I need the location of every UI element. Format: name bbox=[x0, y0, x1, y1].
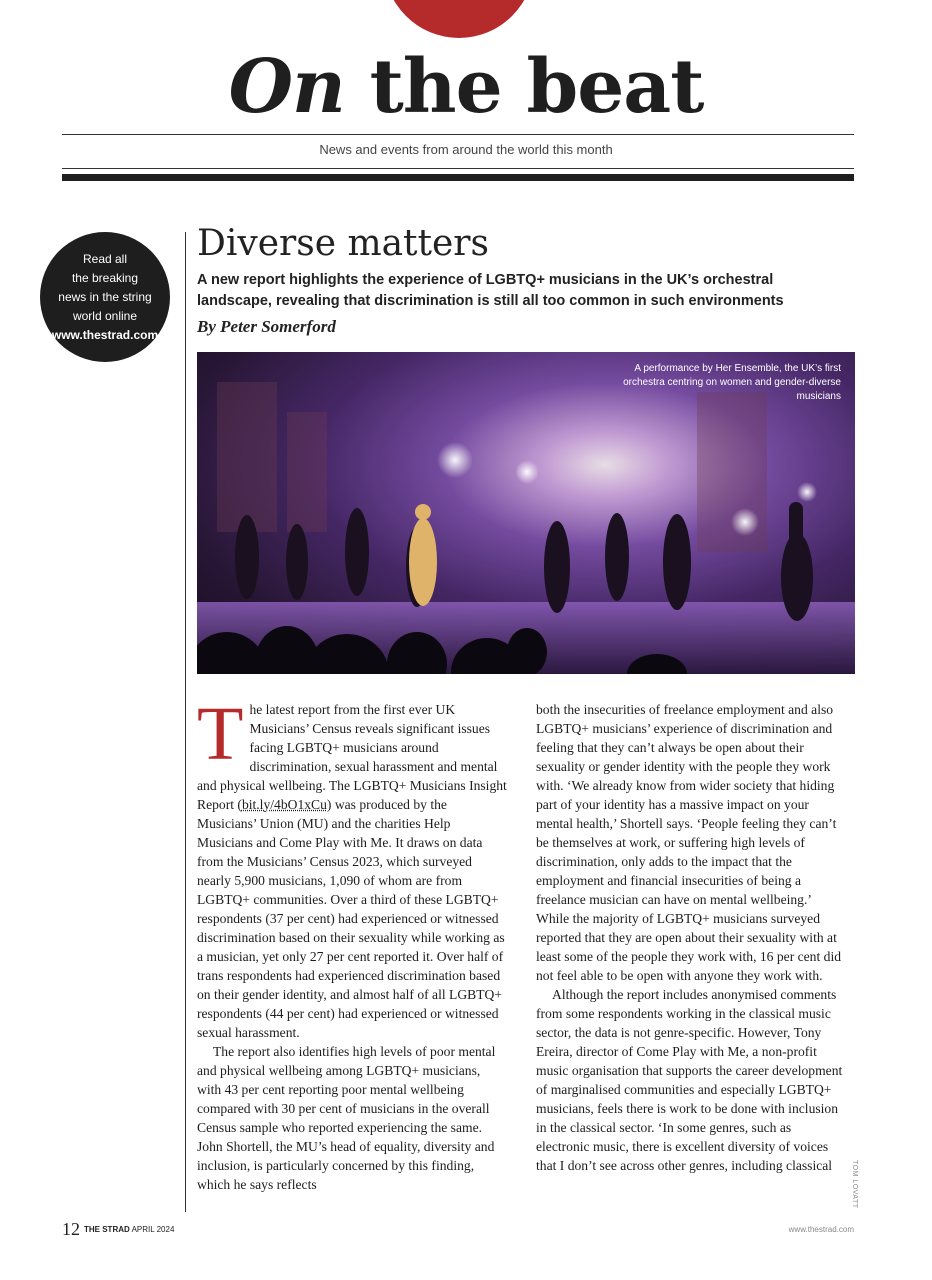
article-column-2 bbox=[536, 700, 846, 1175]
article-paragraph: The report also identifies high levels of poor mental and physical wellbeing among LGBTQ+ musicians, with 43 per cent reporting poor mental wellbeing compared with 30 per cent of musicians in the overall Census sample who reported experiencing the same. John Shortell, the MU’s head of equality, diversity and inclusion, is particularly concerned by this finding, which he says reflects bbox=[197, 1044, 496, 1192]
report-link[interactable]: bit.ly/4bO1xCu bbox=[241, 797, 327, 812]
paragraph-text: ) was produced by the Musicians’ Union (MU) and the charities Help Musicians and Come Play with Me. It draws on data from the Musicians’ Census 2023, which surveyed nearly 5,900 musicians, 1,090 of whom are from LGBTQ+ communities. Over a third of these LGBTQ+ respondents (37 per cent) had experienced or witnessed discrimination based on their sexuality while working as a musician, yet only 27 per cent reported it. Over half of trans respondents had experienced discrimination based on their gender identity, and almost half of all LGBTQ+ respondents (44 per cent) had experienced or witnessed sexual harassment. bbox=[197, 797, 505, 1040]
masthead-italic-word: On bbox=[228, 44, 345, 130]
masthead-rule-top bbox=[62, 134, 854, 135]
masthead-red-circle bbox=[384, 0, 534, 38]
footer-magazine bbox=[84, 1225, 174, 1234]
masthead-rule-thick bbox=[62, 174, 854, 181]
concert-photo bbox=[197, 352, 855, 674]
article-paragraph bbox=[197, 692, 507, 1042]
drop-cap: T bbox=[197, 692, 244, 776]
issue-date: APRIL 2024 bbox=[129, 1225, 175, 1234]
badge-line: the breaking bbox=[71, 270, 139, 285]
badge-line: news in the string bbox=[58, 289, 152, 304]
photo-caption: A performance by Her Ensemble, the UK’s first orchestra centring on women and gender-diverse musicians bbox=[623, 363, 841, 402]
article-column-1 bbox=[197, 692, 507, 1194]
masthead-tagline: News and events from around the world this month bbox=[319, 142, 613, 157]
page-number: 12 bbox=[62, 1219, 80, 1239]
article-headline: Diverse matters bbox=[197, 223, 489, 264]
badge-line: world online bbox=[72, 308, 138, 323]
badge-line: Read all bbox=[82, 251, 128, 266]
footer-url-link[interactable]: www.thestrad.com bbox=[788, 1225, 854, 1234]
article-paragraph: both the insecurities of freelance employment and also LGBTQ+ musicians’ experience of discrimination and feeling that they can’t always be open about their sexuality or gender identity with the people they work with. ‘We already know from wider society that hiding part of your identity has a massive impact on your mental health,’ Shortell says. ‘People feeling they can’t be themselves at work, or suffering high levels of discrimination, only adds to the impact that the employment and financial insecurities of being a freelance musician can have on mental wellbeing.’ While the majority of LGBTQ+ musicians surveyed reported that they are open about their sexuality with at least some of the people they work with, 16 per cent did not feel able to be open with anyone they work with. bbox=[536, 702, 842, 983]
masthead-rule-thin bbox=[62, 168, 854, 169]
column-divider bbox=[185, 232, 186, 1212]
paragraph-text: he latest report from the first ever UK Musicians’ Census reveals significant issues facing LGBTQ+ musicians around discrimination, sexual harassment and mental and physical wellbeing. The LGBTQ+ Musicians Insight Report ( bbox=[197, 702, 507, 812]
article-byline: By Peter Somerford bbox=[197, 317, 336, 336]
masthead-title-rest: the beat bbox=[344, 44, 704, 130]
section-masthead bbox=[0, 42, 932, 132]
magazine-name: THE STRAD bbox=[84, 1225, 130, 1234]
article-standfirst: A new report highlights the experience of LGBTQ+ musicians in the UK’s orchestral landscape, revealing that discrimination is still all too common in such environments bbox=[197, 272, 784, 309]
photo-credit: TOM LOVATT bbox=[851, 1160, 858, 1209]
article-paragraph: Although the report includes anonymised comments from some respondents working in the classical music sector, the data is not genre-specific. However, Tony Ereira, director of Come Play with Me, a non-profit music organisation that supports the career development of marginalised communities and especially LGBTQ+ musicians, feels there is work to be done with inclusion in the classical sector. ‘In some genres, such as electronic music, there is excellent diversity of voices that I don’t see across other genres, including classical bbox=[536, 987, 843, 1173]
online-news-badge[interactable] bbox=[40, 232, 170, 362]
badge-url-link[interactable]: www.thestrad.com bbox=[51, 327, 159, 342]
